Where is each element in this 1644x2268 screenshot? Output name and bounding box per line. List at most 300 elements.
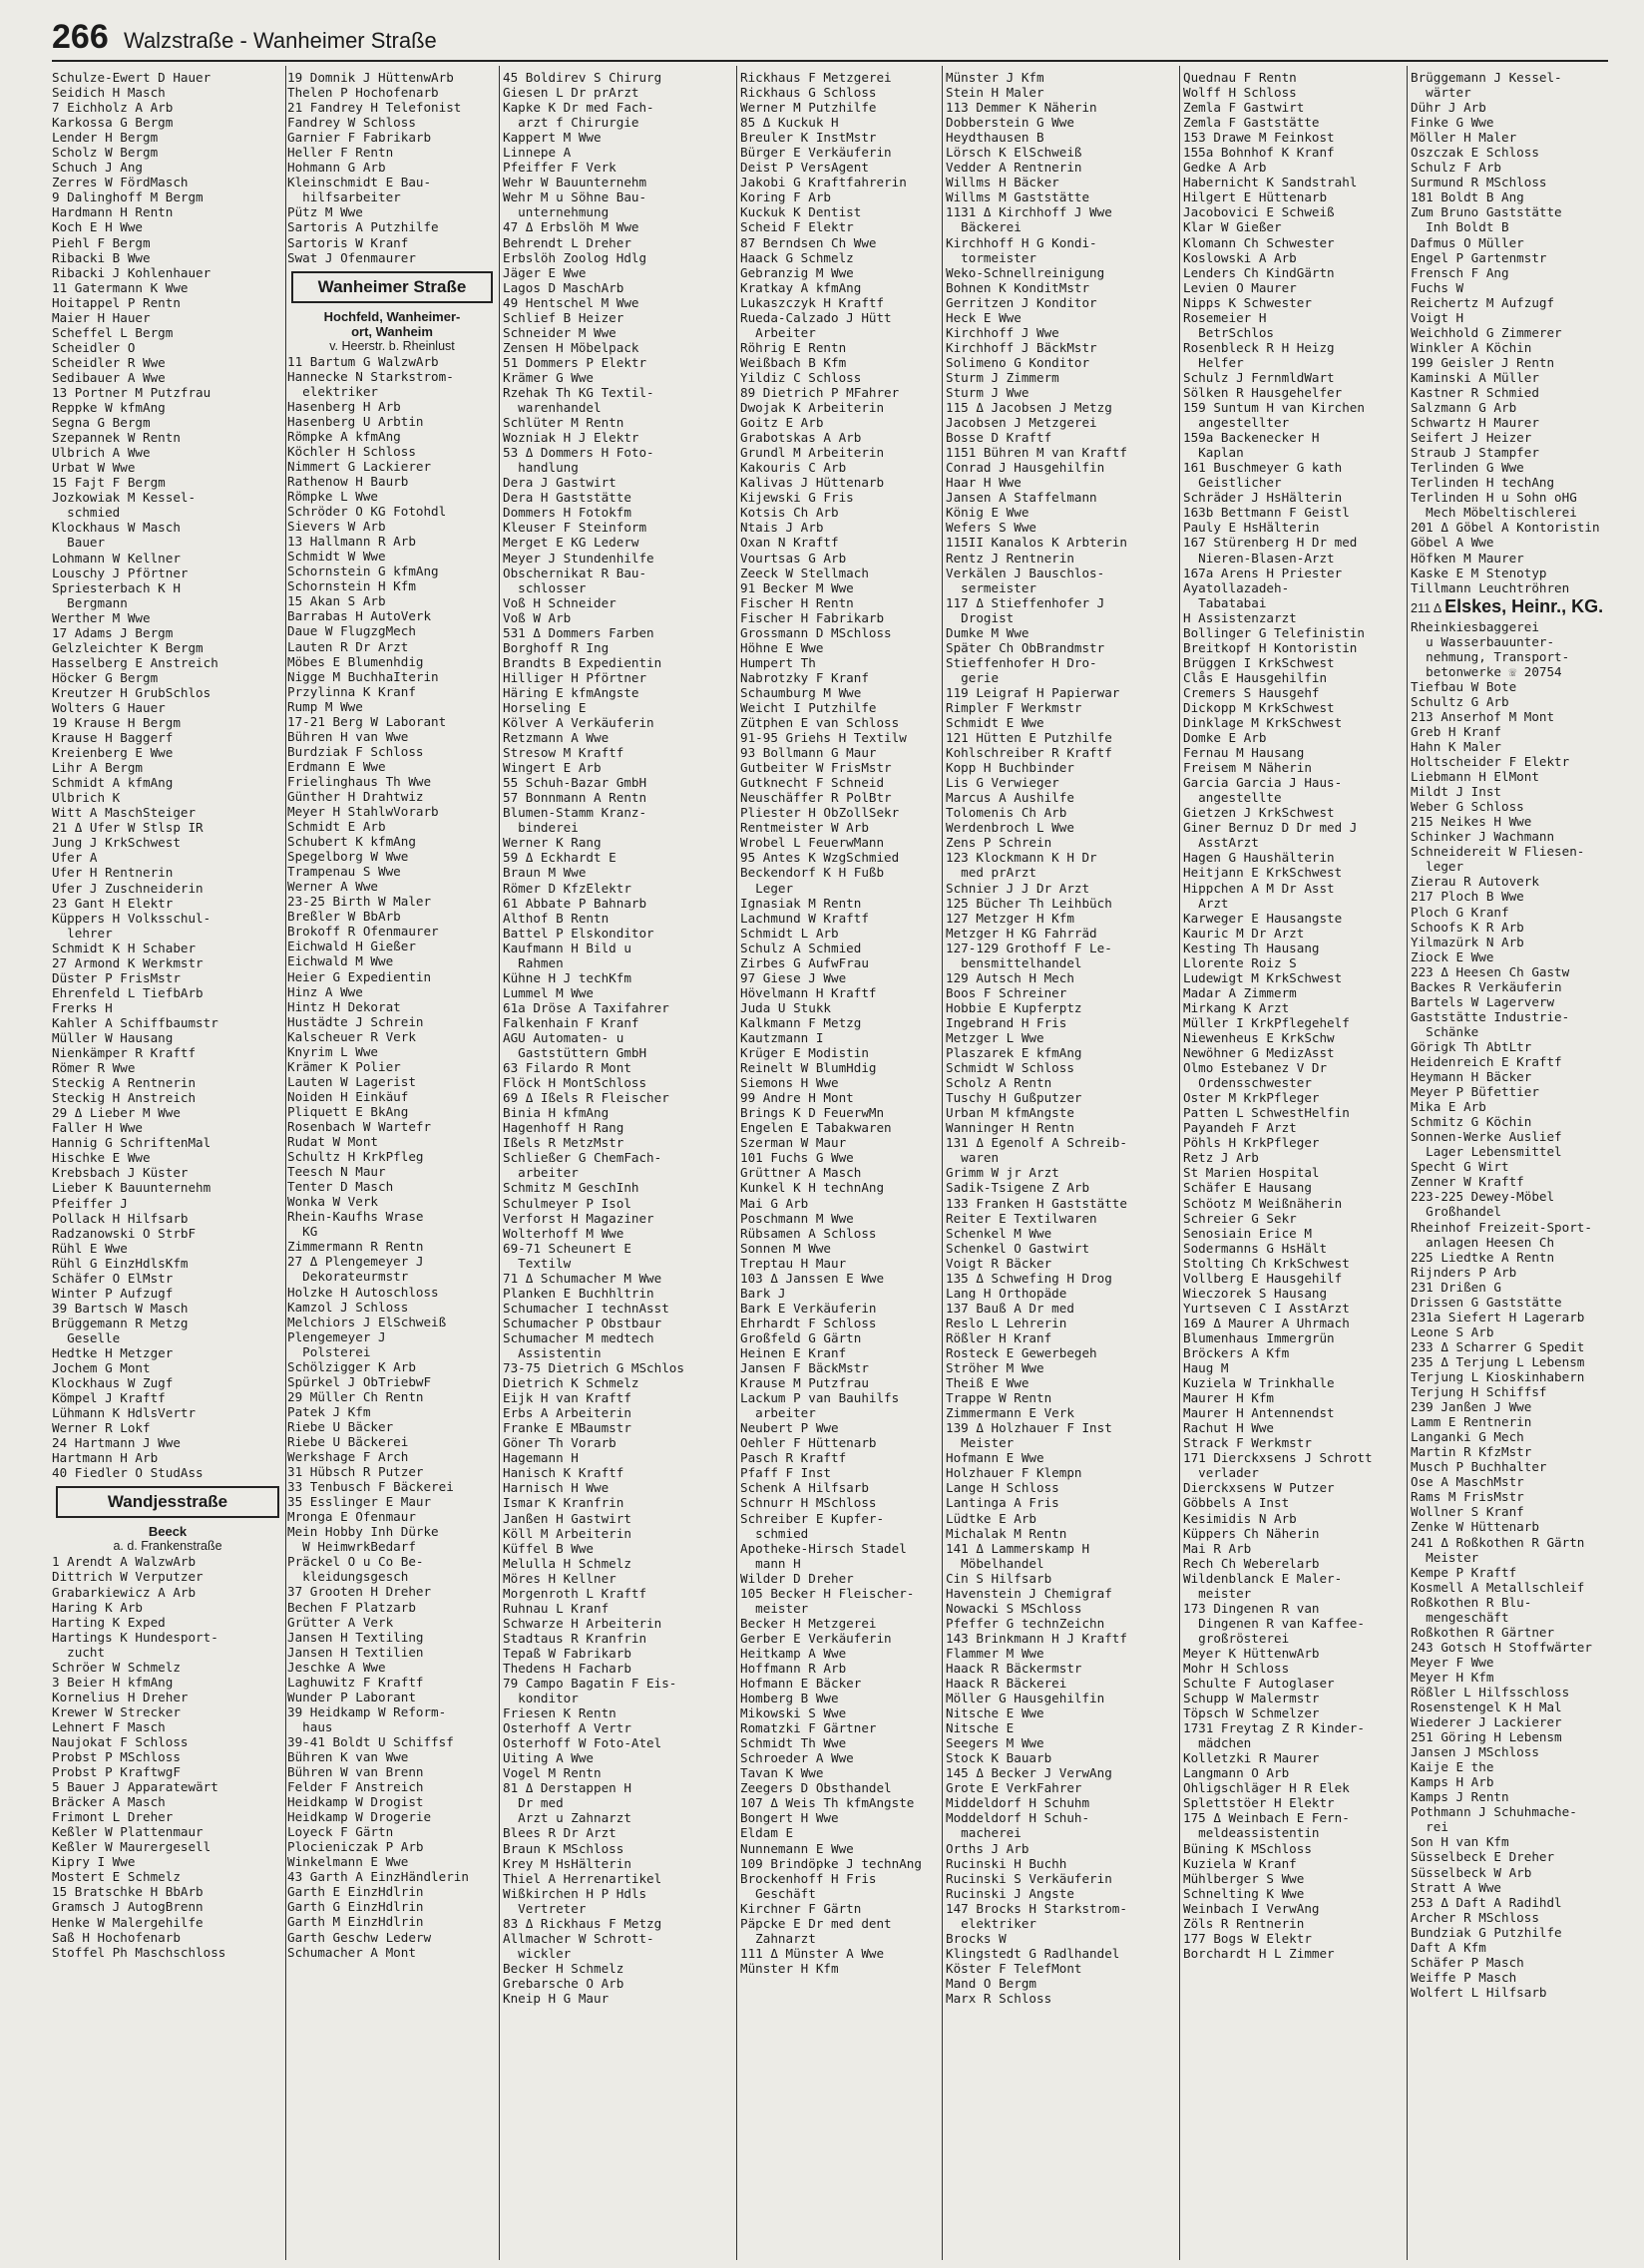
directory-entry: 115 Δ Jacobsen J Metzg — [946, 400, 1112, 416]
directory-entry: 69-71 Scheunert E — [503, 1240, 631, 1256]
directory-entry: Borghoff R Ing — [503, 639, 610, 655]
directory-entry: Newöhner G MedizAsst — [1183, 1045, 1335, 1061]
directory-entry: 1131 Δ Kirchhoff J Wwe — [946, 204, 1112, 220]
directory-entry: Inh Boldt B — [1411, 219, 1509, 235]
directory-entry: Helfer — [1183, 354, 1244, 370]
directory-entry: haus — [287, 1718, 333, 1734]
directory-entry: Mildt J Inst — [1411, 784, 1501, 800]
directory-entry: Schäfer P Masch — [1411, 1954, 1524, 1970]
directory-entry: Eichwald H Gießer — [287, 939, 416, 954]
directory-entry: Jacobovici E Schweiß — [1183, 204, 1335, 220]
directory-entry: Rucinski S Verkäuferin — [946, 1870, 1112, 1886]
directory-entry: Höfken M Maurer — [1411, 550, 1524, 566]
directory-entry: Boos F Schreiner — [946, 984, 1067, 1000]
directory-entry: Süsselbeck W Arb — [1411, 1864, 1532, 1880]
directory-entry: Textilw — [503, 1255, 572, 1271]
directory-entry: Reichertz M Aufzugf — [1411, 294, 1555, 310]
directory-entry: Hohmann G Arb — [287, 160, 386, 176]
directory-entry: Breßler W BbArb — [287, 909, 401, 925]
directory-entry: Hobbie E Kupferptz — [946, 999, 1082, 1015]
directory-entry: Schlief B Heizer — [503, 309, 624, 325]
district-name: Hochfeld, Wanheimer- — [323, 308, 461, 324]
directory-entry: 105 Becker H Fleischer- — [740, 1585, 915, 1601]
directory-entry: Jansen J MSchloss — [1411, 1744, 1539, 1760]
directory-entry: gerie — [946, 669, 1000, 685]
directory-entry: 167 Stürenberg H Dr med — [1183, 535, 1358, 551]
directory-entry: Madar A Zimmerm — [1183, 984, 1297, 1000]
directory-entry: Münster J Kfm — [946, 70, 1044, 85]
directory-entry: Röhrig E Rentn — [740, 339, 847, 355]
directory-entry: Braun M Wwe — [503, 865, 587, 881]
directory-entry: Vogel M Rentn — [503, 1765, 602, 1781]
directory-entry: Lagos D MaschArb — [503, 279, 624, 295]
directory-entry: 143 Brinkmann H J Kraftf — [946, 1630, 1127, 1646]
directory-entry: Zöls R Rentnerin — [1183, 1915, 1305, 1931]
street-range: v. Heerstr. b. Rheinlust — [329, 338, 455, 353]
directory-entry: Rosenbleck R H Heizg — [1183, 339, 1335, 355]
directory-entry: 15 Akan S Arb — [287, 593, 386, 609]
directory-entry: Spriesterbach K H — [52, 579, 181, 595]
directory-entry: Küffel B Wwe — [503, 1540, 594, 1556]
directory-entry: Hanisch K Kraftf — [503, 1465, 624, 1481]
directory-entry: 233 Δ Scharrer G Spedit — [1411, 1338, 1585, 1354]
directory-entry: Rentz J Rentnerin — [946, 550, 1074, 566]
directory-entry: Heidkamp W Drogist — [287, 1794, 424, 1810]
directory-entry: Haug M — [1183, 1360, 1229, 1376]
directory-entry: elektriker — [287, 383, 378, 399]
directory-entry: Kaske E M Stenotyp — [1411, 565, 1547, 580]
directory-entry: Lörsch K ElSchweiß — [946, 145, 1082, 161]
directory-entry: Splettstöer H Elektr — [1183, 1795, 1335, 1811]
directory-entry: Dera H Gaststätte — [503, 490, 631, 506]
directory-entry: Heitkamp A Wwe — [740, 1645, 847, 1661]
directory-entry: 7 Eichholz A Arb — [52, 100, 174, 116]
directory-entry: Schornstein H Kfm — [287, 578, 416, 594]
directory-entry: Voß H Schneider — [503, 594, 616, 610]
directory-entry: Ulbrich K — [52, 790, 121, 806]
directory-entry: 153 Drawe M Feinkost — [1183, 130, 1335, 146]
directory-entry: 109 Brindöpke J technAng — [740, 1855, 922, 1871]
directory-entry: Rößler H Kranf — [946, 1329, 1052, 1345]
directory-entry: 131 Δ Egenolf A Schreib- — [946, 1135, 1127, 1151]
directory-entry: Ribacki J Kohlenhauer — [52, 264, 211, 280]
directory-entry: Reppke W kfmAng — [52, 400, 166, 416]
directory-entry: Fischer H Fabrikarb — [740, 609, 885, 625]
directory-entry: 11 Bartum G WalzwArb — [287, 353, 439, 369]
directory-entry: Lange H Schloss — [946, 1480, 1059, 1496]
directory-entry: Bartels W Lagerverw — [1411, 993, 1555, 1009]
directory-entry: Wolterhoff M Wwe — [503, 1225, 624, 1241]
directory-entry: Köchler H Schloss — [287, 443, 416, 459]
directory-entry: Rathenow H Baurb — [287, 473, 409, 489]
directory-entry: 121 Hütten E Putzhilfe — [946, 730, 1112, 746]
directory-entry: Lang H Orthopäde — [946, 1285, 1067, 1301]
directory-entry: Kakouris C Arb — [740, 460, 847, 476]
directory-entry: Kohlschreiber R Kraftf — [946, 745, 1112, 761]
directory-entry: Nienkämper R Kraftf — [52, 1045, 197, 1061]
directory-entry: Schmidt W Wwe — [287, 549, 386, 565]
directory-entry: Hagenhoff H Rang — [503, 1120, 624, 1136]
directory-entry: Kirchner F Gärtn — [740, 1900, 862, 1916]
directory-entry: Päpcke E Dr med dent — [740, 1915, 892, 1931]
directory-entry: Garth Geschw Lederw — [287, 1929, 432, 1945]
directory-entry: Höhne E Wwe — [740, 639, 824, 655]
directory-entry: Lehnert F Masch — [52, 1718, 166, 1734]
directory-entry: schlosser — [503, 579, 587, 595]
directory-entry: Lauten W Lagerist — [287, 1073, 416, 1089]
directory-entry: Stieffenhofer H Dro- — [946, 654, 1097, 670]
directory-entry: 9 Dalinghoff M Bergm — [52, 189, 204, 205]
directory-entry: Erbs A Arbeiterin — [503, 1405, 631, 1421]
directory-entry: Tiefbau W Bote — [1411, 678, 1517, 694]
directory-entry: Friesen K Rentn — [503, 1705, 616, 1721]
directory-entry: Pfeffer G technZeichn — [946, 1615, 1105, 1631]
directory-entry: Göner Th Vorarb — [503, 1435, 616, 1451]
directory-entry: Rickhaus G Schloss — [740, 85, 877, 101]
directory-entry: Oxan N Kraftf — [740, 535, 839, 551]
directory-entry: zucht — [52, 1644, 106, 1660]
directory-entry: 225 Liedtke A Rentn — [1411, 1249, 1555, 1265]
directory-entry: Przylinna K Kranf — [287, 683, 416, 699]
directory-entry: Schumacher I technAsst — [503, 1300, 669, 1316]
directory-entry: Schumacher P Obstbaur — [503, 1315, 662, 1330]
directory-entry: Kornelius H Dreher — [52, 1689, 189, 1704]
directory-entry: 239 Janßen J Wwe — [1411, 1399, 1532, 1415]
directory-entry: Ißels R MetzMstr — [503, 1135, 624, 1151]
directory-entry: Voigt H — [1411, 309, 1464, 325]
directory-entry: Wildenblanck E Maler- — [1183, 1570, 1343, 1586]
directory-entry: Juda U Stukk — [740, 999, 831, 1015]
ad-company-name: Elskes, Heinr., KG. — [1444, 595, 1604, 616]
directory-entry: Ehrhardt F Schloss — [740, 1315, 877, 1330]
directory-entry: Terjung L Kioskinhabern — [1411, 1368, 1585, 1384]
directory-entry: Möres H Kellner — [503, 1570, 616, 1586]
directory-entry: Gramsch J AutogBrenn — [52, 1899, 204, 1915]
directory-entry: 11 Gatermann K Wwe — [52, 279, 189, 295]
directory-entry: Römpke L Wwe — [287, 489, 378, 505]
directory-entry: Schließer G ChemFach- — [503, 1150, 662, 1166]
directory-entry: Zemla F Gaststätte — [1183, 115, 1320, 131]
directory-entry: anlagen Heesen Ch — [1411, 1234, 1555, 1250]
directory-entry: Gerritzen J Konditor — [946, 294, 1097, 310]
directory-entry: Wiederer J Lackierer — [1411, 1714, 1562, 1730]
directory-entry: Kunkel K H technAng — [740, 1180, 885, 1196]
directory-entry: Jacobsen J Metzgerei — [946, 415, 1097, 431]
directory-entry: Winkler A Köchin — [1411, 339, 1532, 355]
directory-entry: meister — [740, 1600, 809, 1616]
directory-entry: meldeassistentin — [1183, 1825, 1320, 1841]
directory-entry: Gelzleichter K Bergm — [52, 639, 204, 655]
directory-entry: Terlinden H u Sohn oHG — [1411, 490, 1577, 506]
street-range: a. d. Frankenstraße — [113, 1539, 222, 1554]
directory-entry: Krey M HsHälterin — [503, 1855, 631, 1871]
directory-entry: Althof B Rentn — [503, 910, 610, 926]
directory-entry: Kirchhoff J BäckMstr — [946, 339, 1097, 355]
directory-entry: Plengemeyer J — [287, 1328, 386, 1344]
directory-entry: Grabarkiewicz A Arb — [52, 1584, 197, 1600]
district-name: ort, Wanheim — [351, 323, 433, 339]
directory-entry: Grote E VerkFahrer — [946, 1780, 1082, 1796]
directory-entry: Küppers Ch Näherin — [1183, 1525, 1320, 1541]
directory-entry: 213 Anserhof M Mont — [1411, 708, 1555, 724]
directory-entry: Probst P MSchloss — [52, 1749, 181, 1765]
directory-entry: Schoofs K R Arb — [1411, 919, 1524, 935]
directory-entry: Bröckers A Kfm — [1183, 1344, 1290, 1360]
directory-entry: Schräder J HsHälterin — [1183, 490, 1343, 506]
directory-entry: Verforst H Magaziner — [503, 1210, 654, 1226]
directory-entry: Kauric M Dr Arzt — [1183, 925, 1305, 941]
directory-entry: Schäfer O ElMstr — [52, 1270, 174, 1286]
directory-entry: Thedens H Facharb — [503, 1660, 631, 1676]
directory-entry: Weber G Schloss — [1411, 799, 1524, 815]
directory-entry: Levien O Maurer — [1183, 279, 1297, 295]
directory-entry: 85 Δ Kuckuk H — [740, 115, 839, 131]
directory-entry: Mühlberger S Wwe — [1183, 1870, 1305, 1886]
directory-entry: Rheinhof Freizeit-Sport- — [1411, 1219, 1592, 1235]
directory-entry: Rühl E Wwe — [52, 1240, 128, 1256]
directory-entry: Rijnders P Arb — [1411, 1264, 1517, 1280]
column-1 — [52, 70, 283, 2254]
directory-entry: Poschmann M Wwe — [740, 1210, 854, 1226]
directory-entry: Wehr W Bauunternehm — [503, 175, 647, 190]
directory-entry: Schenkel O Gastwirt — [946, 1240, 1090, 1256]
directory-entry: Haar H Wwe — [946, 475, 1022, 491]
directory-entry: KG — [287, 1224, 318, 1240]
directory-entry: Wieczorek S Hausang — [1183, 1285, 1328, 1301]
directory-entry: Yilmazürk N Arb — [1411, 934, 1524, 949]
directory-entry: Nitsche E — [946, 1720, 1015, 1736]
directory-entry: Schmidt Th Wwe — [740, 1735, 847, 1751]
directory-entry: Rump M Wwe — [287, 698, 363, 714]
directory-entry: unternehmung — [503, 204, 610, 220]
directory-entry: Fuchs W — [1411, 279, 1464, 295]
directory-entry: Rimpler F Werkmstr — [946, 699, 1082, 715]
directory-entry: Großfeld G Gärtn — [740, 1329, 862, 1345]
directory-entry: Heidenreich E Kraftf — [1411, 1054, 1562, 1069]
directory-entry: Drogist — [946, 609, 1015, 625]
directory-entry: Rosteck E Gewerbegeh — [946, 1344, 1097, 1360]
directory-entry: Nabrotzky F Kranf — [740, 669, 869, 685]
directory-entry: Stolting Ch KrkSchwest — [1183, 1255, 1350, 1271]
directory-entry: Lauten R Dr Arzt — [287, 638, 409, 654]
directory-entry: Behrendt L Dreher — [503, 234, 631, 250]
directory-entry: Becker H Schmelz — [503, 1960, 624, 1976]
directory-entry: 177 Bogs W Elektr — [1183, 1930, 1312, 1946]
column-7 — [1411, 70, 1630, 2254]
directory-entry: 163b Bettmann F Geistl — [1183, 505, 1350, 521]
directory-entry: Kreienberg E Wwe — [52, 745, 174, 761]
directory-entry: Langanki G Mech — [1411, 1429, 1524, 1445]
directory-entry: 1731 Freytag Z R Kinder- — [1183, 1720, 1365, 1736]
directory-entry: wickler — [503, 1945, 572, 1961]
directory-entry: Olmo Estebanez V Dr — [1183, 1060, 1328, 1076]
directory-entry: Dickopp M KrkSchwest — [1183, 699, 1335, 715]
ad-house-number: 211 Δ — [1411, 600, 1445, 615]
directory-entry: 61 Abbate P Bahnarb — [503, 895, 647, 911]
directory-entry: Lenders Ch KindGärtn — [1183, 264, 1335, 280]
directory-entry: Daue W FlugzgMech — [287, 623, 416, 639]
directory-entry: Engelen E Tabakwaren — [740, 1120, 892, 1136]
directory-entry: 87 Berndsen Ch Wwe — [740, 234, 877, 250]
directory-entry: Hedtke H Metzger — [52, 1344, 174, 1360]
directory-entry: Giner Bernuz D Dr med J — [1183, 820, 1358, 836]
directory-entry: Payandeh F Arzt — [1183, 1120, 1297, 1136]
directory-entry: Sartoris A Putzhilfe — [287, 219, 439, 235]
directory-entry: Scheid F Elektr — [740, 219, 854, 235]
directory-entry: Zimmermann E Verk — [946, 1405, 1074, 1421]
directory-entry: Winter P Aufzugf — [52, 1285, 174, 1301]
directory-entry: Geistlicher — [1183, 475, 1282, 491]
directory-entry: Braun K MSchloss — [503, 1840, 624, 1856]
directory-entry: 45 Boldirev S Chirurg — [503, 70, 662, 85]
directory-entry: Rahmen — [503, 954, 564, 970]
directory-entry: Allmacher W Schrott- — [503, 1930, 654, 1946]
directory-entry: 27 Armond K Werkmstr — [52, 954, 204, 970]
directory-entry: Kamzol J Schloss — [287, 1299, 409, 1315]
directory-entry: Lager Lebensmittel — [1411, 1144, 1562, 1160]
directory-entry: Jochem G Mont — [52, 1360, 151, 1376]
directory-entry: Grundl M Arbeiterin — [740, 445, 885, 461]
directory-entry: Rheinkiesbaggerei — [1411, 618, 1539, 634]
directory-entry: Lohmann W Kellner — [52, 550, 181, 566]
directory-entry: 231a Siefert H Lagerarb — [1411, 1309, 1585, 1324]
directory-entry: Nipps K Schwester — [1183, 294, 1312, 310]
directory-entry: Kesting Th Hausang — [1183, 940, 1320, 955]
directory-entry: 13 Hallmann R Arb — [287, 534, 416, 550]
directory-entry: Terlinden G Wwe — [1411, 460, 1524, 476]
directory-entry: Metzger H KG Fahrräd — [946, 925, 1097, 941]
directory-entry: Wehr M u Söhne Bau- — [503, 189, 647, 205]
directory-entry: Dwojak K Arbeiterin — [740, 400, 885, 416]
directory-entry: Müller W Hausang — [52, 1030, 174, 1045]
directory-entry: Sonnen-Werke Auslief — [1411, 1129, 1562, 1145]
directory-entry: Brockenhoff H Fris — [740, 1870, 877, 1886]
directory-entry: Schultz H KrkPfleg — [287, 1149, 424, 1165]
directory-entry: Osterhoff A Vertr — [503, 1720, 631, 1736]
directory-entry: 79 Campo Bagatin F Eis- — [503, 1676, 677, 1692]
directory-entry: Kahler A Schiffbaumstr — [52, 1014, 218, 1030]
directory-entry: 31 Hübsch R Putzer — [287, 1464, 424, 1480]
directory-entry: Freisem M Näherin — [1183, 760, 1312, 776]
directory-entry: Hippchen A M Dr Asst — [1183, 880, 1335, 896]
directory-entry: Zirbes G AufwFrau — [740, 954, 869, 970]
directory-entry: Lachmund W Kraftf — [740, 910, 869, 926]
directory-entry: Mand O Bergm — [946, 1975, 1036, 1991]
page-header — [52, 18, 1608, 62]
directory-entry: 53 Δ Dommers H Foto- — [503, 445, 654, 461]
directory-entry: Rhein-Kaufhs Wrase — [287, 1209, 424, 1225]
directory-entry: Meyer J Stundenhilfe — [503, 550, 654, 566]
directory-entry: Pfeiffer F Verk — [503, 160, 616, 176]
directory-entry: Voß W Arb — [503, 609, 572, 625]
directory-entry: Deist P VersAgent — [740, 160, 869, 176]
directory-entry: Sadik-Tsigene Z Arb — [946, 1180, 1090, 1196]
directory-entry: Süsselbeck E Dreher — [1411, 1849, 1555, 1865]
directory-entry: Gaststätte Industrie- — [1411, 1008, 1570, 1024]
directory-entry: elektriker — [946, 1915, 1036, 1931]
directory-entry: Szepannek W Rentn — [52, 430, 181, 446]
directory-entry: Jäger E Wwe — [503, 264, 587, 280]
directory-entry: Conrad J Hausgehilfin — [946, 460, 1105, 476]
directory-entry: Görigk Th AbtLtr — [1411, 1038, 1532, 1054]
directory-entry: 223-225 Dewey-Möbel — [1411, 1189, 1555, 1205]
directory-entry: Willms M Gaststätte — [946, 189, 1090, 205]
directory-entry: Erbslöh Zoolog Hdlg — [503, 249, 647, 265]
directory-entry: Haack G Schmelz — [740, 249, 854, 265]
directory-entry: Keßler W Maurergesell — [52, 1839, 211, 1855]
directory-entry: Lackum P van Bauhilfs — [740, 1390, 900, 1406]
directory-entry: Hofmann E Bäcker — [740, 1676, 862, 1692]
directory-entry: 119 Leigraf H Papierwar — [946, 684, 1120, 700]
directory-entry: 147 Brocks H Starkstrom- — [946, 1900, 1127, 1916]
directory-entry: Bäckerei — [946, 219, 1022, 235]
directory-entry: Jansen H Textilien — [287, 1644, 424, 1660]
directory-entry: König E Wwe — [946, 505, 1029, 521]
directory-entry: Dingenen R van Kaffee- — [1183, 1615, 1365, 1631]
directory-entry: 107 Δ Weis Th kfmAngste — [740, 1795, 915, 1811]
directory-entry: Krüger E Modistin — [740, 1045, 869, 1061]
directory-entry: Hinz A Wwe — [287, 983, 363, 999]
directory-entry: Teesch N Maur — [287, 1164, 386, 1180]
directory-entry: 51 Dommers P Elektr — [503, 354, 647, 370]
directory-entry: Vedder A Rentnerin — [946, 160, 1082, 176]
directory-entry: Drissen G Gaststätte — [1411, 1294, 1562, 1310]
directory-entry: Bosse D Kraftf — [946, 430, 1052, 446]
directory-entry: Hilgert E Hüttenarb — [1183, 189, 1328, 205]
directory-entry: Sodermanns G HsHält — [1183, 1240, 1328, 1256]
directory-entry: 251 Göring H Lebensm — [1411, 1729, 1562, 1745]
directory-entry: Leone S Arb — [1411, 1323, 1494, 1339]
directory-entry: Ufer J Zuschneiderin — [52, 880, 204, 896]
directory-entry: Zensen H Möbelpack — [503, 339, 639, 355]
directory-entry: 181 Boldt B Ang — [1411, 189, 1524, 205]
directory-entry: Schenkel M Wwe — [946, 1225, 1052, 1241]
directory-entry: Roßkothen R Gärtner — [1411, 1624, 1555, 1640]
directory-entry: Plaszarek E kfmAng — [946, 1045, 1082, 1061]
directory-entry: angestellter — [1183, 415, 1290, 431]
directory-entry: Schinker J Wachmann — [1411, 829, 1555, 845]
directory-entry: Wanninger H Rentn — [946, 1120, 1074, 1136]
directory-entry: Goitz E Arb — [740, 415, 824, 431]
directory-entry: Nigge M BuchhaIterin — [287, 668, 439, 684]
directory-entry: Schölzigger K Arb — [287, 1358, 416, 1374]
directory-entry: Jung J KrkSchwest — [52, 835, 181, 851]
directory-entry: Arzt — [1183, 895, 1229, 911]
directory-entry: Lüdtke E Arb — [946, 1510, 1036, 1526]
directory-entry: Llorente Roiz S — [1183, 954, 1297, 970]
directory-entry: Eijk H van Kraftf — [503, 1390, 631, 1406]
directory-entry: Kijewski G Fris — [740, 490, 854, 506]
directory-entry: Ehrenfeld L TiefbArb — [52, 984, 204, 1000]
directory-entry: Thiel A Herrenartikel — [503, 1870, 662, 1886]
directory-entry: Ruhnau L Kranf — [503, 1600, 610, 1616]
directory-entry: Grebarsche O Arb — [503, 1975, 624, 1991]
directory-entry: Schroeder A Wwe — [740, 1750, 854, 1766]
directory-entry: Oehler F Hüttenarb — [740, 1435, 877, 1451]
directory-entry: Mohr H Schloss — [1183, 1660, 1290, 1676]
directory-entry: warenhandel — [503, 400, 602, 416]
directory-entry: Bergmann — [52, 594, 128, 610]
directory-entry: Pfeiffer J — [52, 1195, 128, 1211]
directory-entry: 103 Δ Janssen E Wwe — [740, 1270, 885, 1286]
directory-entry: sermeister — [946, 579, 1036, 595]
directory-entry: Pfaff F Inst — [740, 1465, 831, 1481]
directory-entry: Leger — [740, 880, 794, 896]
directory-entry: Wrobel L FeuerwMann — [740, 835, 885, 851]
directory-entry: Noiden H Einkäuf — [287, 1088, 409, 1104]
directory-entry: Möller H Maler — [1411, 130, 1517, 146]
directory-entry: Frerks H — [52, 999, 113, 1015]
